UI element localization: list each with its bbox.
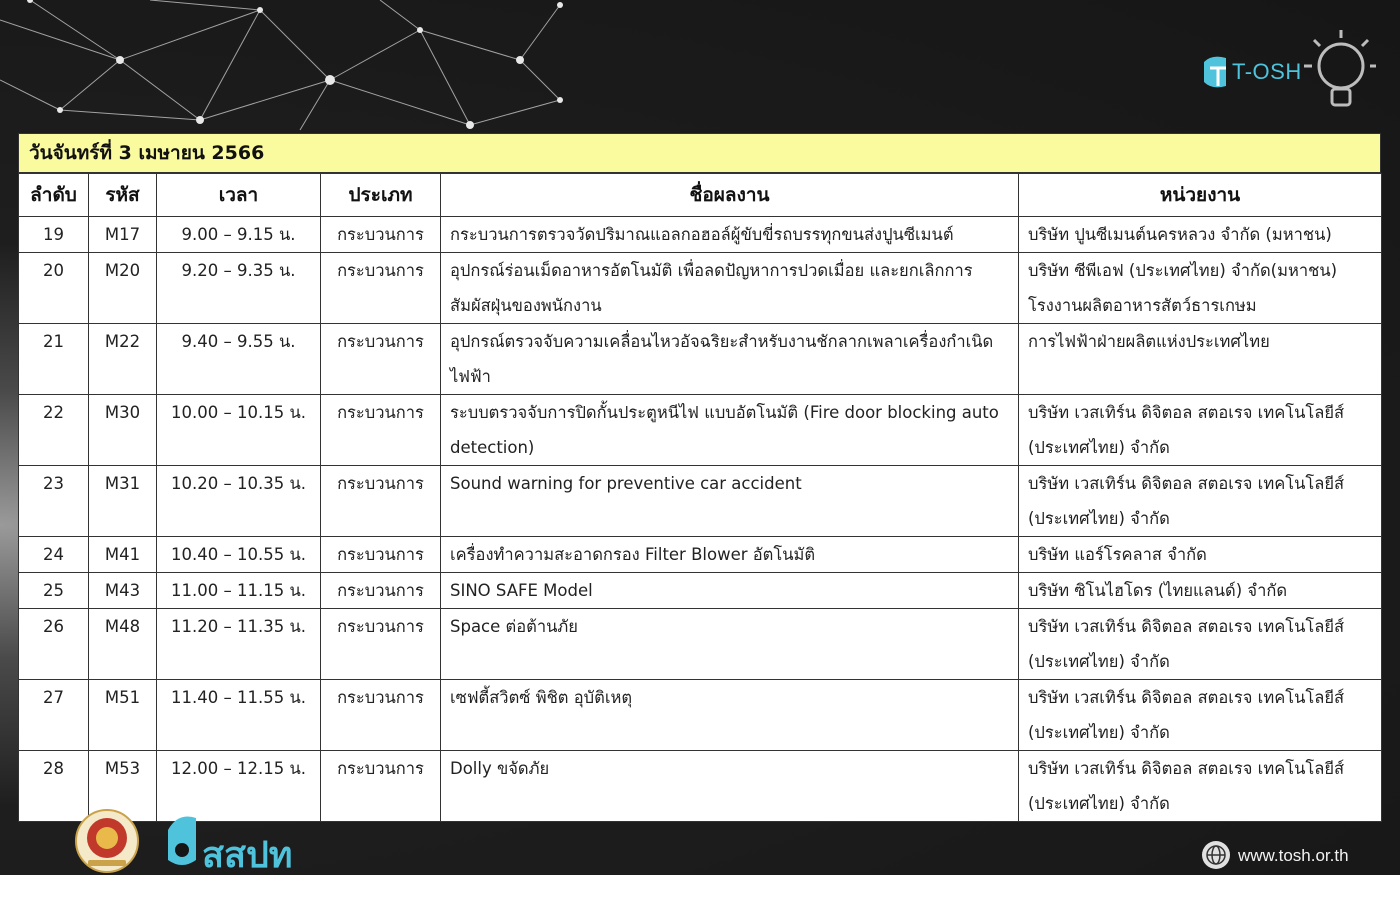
cell-time: 11.00 – 11.15 น. — [157, 573, 321, 609]
table-row — [19, 395, 1382, 466]
cell-number: 23 — [19, 466, 89, 537]
cell-code: M48 — [89, 609, 157, 680]
table-row — [19, 573, 1382, 609]
cell-organization: บริษัท ซิโนไฮโดร (ไทยแลนด์) จำกัด — [1019, 573, 1382, 609]
cell-organization: บริษัท แอร์โรคลาส จำกัด — [1019, 537, 1382, 573]
cell-code: M43 — [89, 573, 157, 609]
table-row — [19, 217, 1382, 253]
cell-title: เครื่องทำความสะอาดกรอง Filter Blower อัตโนมัติ — [441, 537, 1019, 573]
ssopt-logo-text: สสปท — [202, 835, 293, 875]
cell-time: 11.20 – 11.35 น. — [157, 609, 321, 680]
cell-title: Space ต่อต้านภัย — [441, 609, 1019, 680]
ssopt-logo — [162, 812, 314, 874]
cell-title: เซฟตี้สวิตซ์ พิชิต อุบัติเหตุ — [441, 680, 1019, 751]
cell-organization: บริษัท เวสเทิร์น ดิจิตอล สตอเรจ เทคโนโลยีส์ (ประเทศไทย) จำกัด — [1019, 680, 1382, 751]
cell-organization: บริษัท ปูนซีเมนต์นครหลวง จำกัด (มหาชน) — [1019, 217, 1382, 253]
network-graphic — [0, 0, 620, 135]
cell-type: กระบวนการ — [321, 609, 441, 680]
cell-number: 20 — [19, 253, 89, 324]
cell-number: 24 — [19, 537, 89, 573]
table-row — [19, 324, 1382, 395]
cell-time: 10.40 – 10.55 น. — [157, 537, 321, 573]
cell-organization: บริษัท ซีพีเอฟ (ประเทศไทย) จำกัด(มหาชน) โรงงานผลิตอาหารสัตว์ธารเกษม — [1019, 253, 1382, 324]
cell-time: 12.00 – 12.15 น. — [157, 751, 321, 822]
cell-time: 10.20 – 10.35 น. — [157, 466, 321, 537]
cell-time: 9.40 – 9.55 น. — [157, 324, 321, 395]
table-row — [19, 537, 1382, 573]
cell-code: M30 — [89, 395, 157, 466]
cell-title: ระบบตรวจจับการปิดกั้นประตูหนีไฟ แบบอัตโนมัติ (Fire door blocking auto detection) — [441, 395, 1019, 466]
column-header-type: ประเภท — [321, 174, 441, 217]
cell-number: 27 — [19, 680, 89, 751]
column-header-title: ชื่อผลงาน — [441, 174, 1019, 217]
cell-title: อุปกรณ์ร่อนเม็ดอาหารอัตโนมัติ เพื่อลดปัญหาการปวดเมื่อย และยกเลิกการสัมผัสฝุ่นของพนักงาน — [441, 253, 1019, 324]
table-row — [19, 253, 1382, 324]
cell-organization: บริษัท เวสเทิร์น ดิจิตอล สตอเรจ เทคโนโลยีส์ (ประเทศไทย) จำกัด — [1019, 395, 1382, 466]
globe-icon — [1201, 840, 1231, 870]
cell-organization: การไฟฟ้าฝ่ายผลิตแห่งประเทศไทย — [1019, 324, 1382, 395]
cell-number: 19 — [19, 217, 89, 253]
cell-type: กระบวนการ — [321, 537, 441, 573]
cell-title: SINO SAFE Model — [441, 573, 1019, 609]
cell-code: M31 — [89, 466, 157, 537]
cell-time: 9.00 – 9.15 น. — [157, 217, 321, 253]
cell-title: Dolly ขจัดภัย — [441, 751, 1019, 822]
column-header-time: เวลา — [157, 174, 321, 217]
cell-code: M17 — [89, 217, 157, 253]
date-title: วันจันทร์ที่ 3 เมษายน 2566 — [18, 133, 1381, 173]
cell-type: กระบวนการ — [321, 680, 441, 751]
table-header-row — [19, 174, 1382, 217]
cell-title: กระบวนการตรวจวัดปริมาณแอลกอฮอล์ผู้ขับขี่รถบรรทุกขนส่งปูนซีเมนต์ — [441, 217, 1019, 253]
bottom-white-strip — [0, 875, 1400, 905]
cell-type: กระบวนการ — [321, 253, 441, 324]
column-header-organization: หน่วยงาน — [1019, 174, 1382, 217]
cell-type: กระบวนการ — [321, 217, 441, 253]
table-row — [19, 466, 1382, 537]
column-header-number: ลำดับ — [19, 174, 89, 217]
cell-code: M53 — [89, 751, 157, 822]
website-link[interactable]: www.tosh.or.th — [1238, 846, 1349, 865]
column-header-code: รหัส — [89, 174, 157, 217]
cell-number: 25 — [19, 573, 89, 609]
cell-code: M20 — [89, 253, 157, 324]
cell-number: 28 — [19, 751, 89, 822]
cell-time: 10.00 – 10.15 น. — [157, 395, 321, 466]
cell-number: 21 — [19, 324, 89, 395]
table-row — [19, 751, 1382, 822]
cell-time: 11.40 – 11.55 น. — [157, 680, 321, 751]
cell-title: Sound warning for preventive car accident — [441, 466, 1019, 537]
cell-code: M22 — [89, 324, 157, 395]
cell-title: อุปกรณ์ตรวจจับความเคลื่อนไหวอัจฉริยะสำหรับงานชักลากเพลาเครื่องกำเนิดไฟฟ้า — [441, 324, 1019, 395]
cell-type: กระบวนการ — [321, 751, 441, 822]
cell-number: 26 — [19, 609, 89, 680]
ministry-seal-icon — [74, 808, 140, 874]
cell-type: กระบวนการ — [321, 573, 441, 609]
schedule-table — [18, 173, 1382, 822]
cell-time: 9.20 – 9.35 น. — [157, 253, 321, 324]
cell-code: M41 — [89, 537, 157, 573]
cell-organization: บริษัท เวสเทิร์น ดิจิตอล สตอเรจ เทคโนโลยีส์ (ประเทศไทย) จำกัด — [1019, 751, 1382, 822]
cell-code: M51 — [89, 680, 157, 751]
table-row — [19, 609, 1382, 680]
cell-organization: บริษัท เวสเทิร์น ดิจิตอล สตอเรจ เทคโนโลยีส์ (ประเทศไทย) จำกัด — [1019, 466, 1382, 537]
cell-number: 22 — [19, 395, 89, 466]
cell-type: กระบวนการ — [321, 466, 441, 537]
table-row — [19, 680, 1382, 751]
cell-organization: บริษัท เวสเทิร์น ดิจิตอล สตอเรจ เทคโนโลยีส์ (ประเทศไทย) จำกัด — [1019, 609, 1382, 680]
schedule-table-container — [18, 133, 1381, 822]
cell-type: กระบวนการ — [321, 395, 441, 466]
cell-type: กระบวนการ — [321, 324, 441, 395]
brand-text: T-OSH — [1232, 59, 1302, 84]
